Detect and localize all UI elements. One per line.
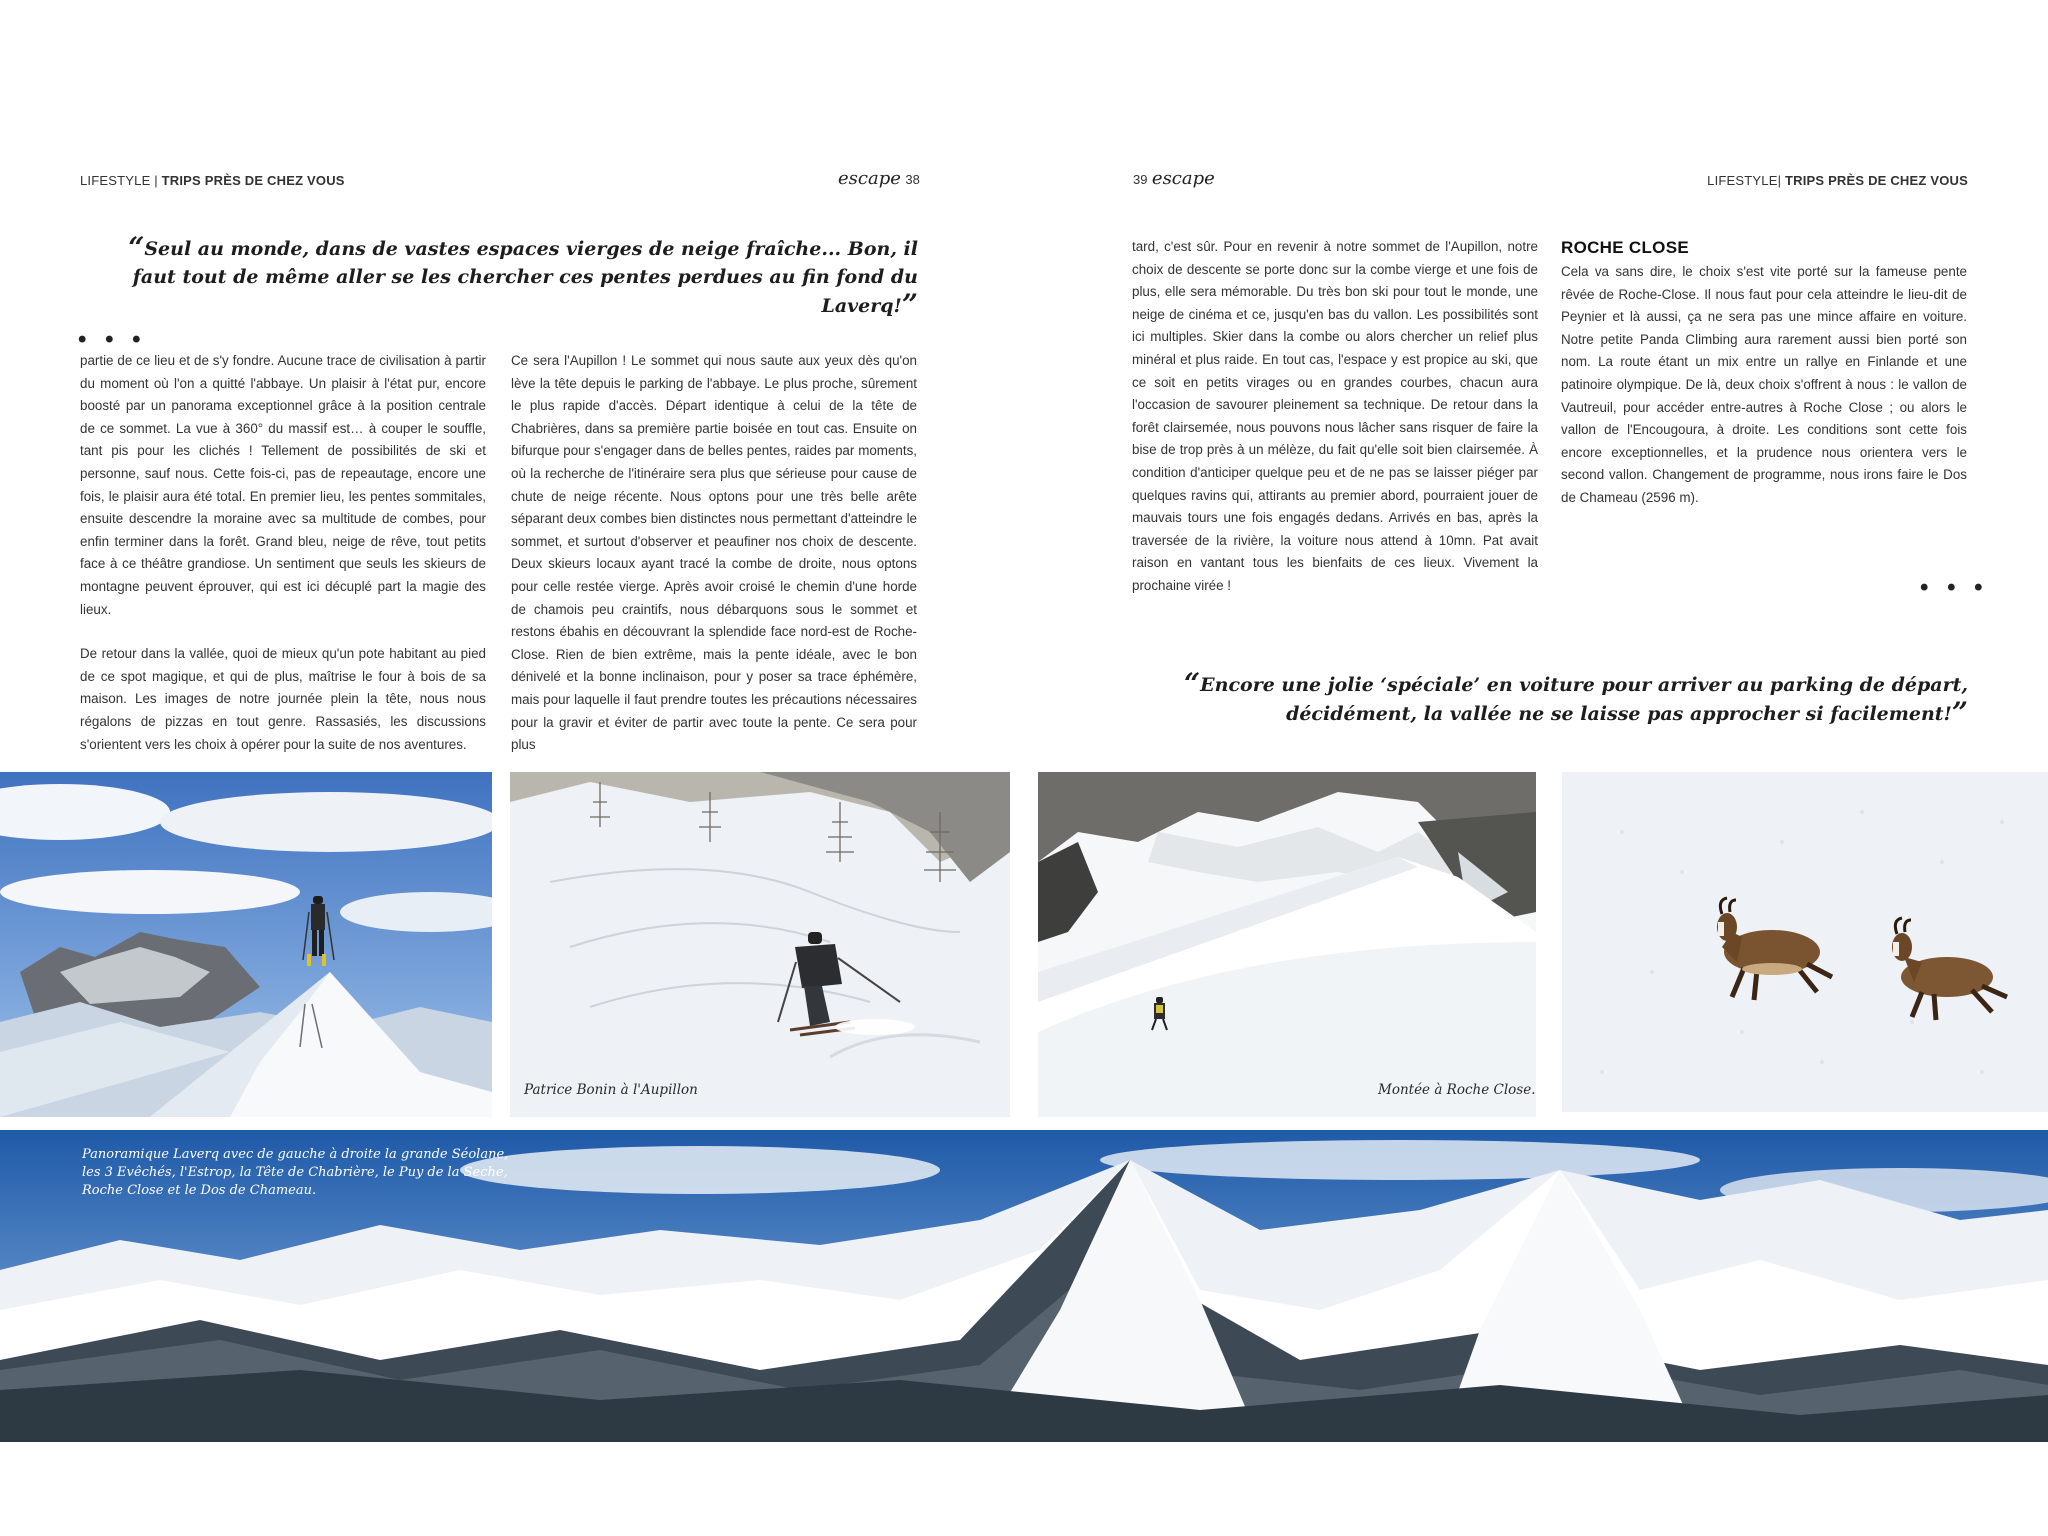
left-running-head: LIFESTYLE | TRIPS PRÈS DE CHEZ VOUS [80, 173, 345, 188]
summit-skier-image [0, 772, 492, 1117]
col3-paragraph: tard, c'est sûr. Pour en revenir à notre sommet de l'Aupillon, notre choix de descente se porte donc sur la combe vierge et une fois de plus, elle sera mémorable. Du très bon ski pour tout le monde, une neige de cinéma et ce, jusqu'en bas du vallon. Les possibilités sont ici multiples. Skier dans la combe ou alors chercher un relief plus minéral et plus raide. En tout cas, l'espace y est propice au ski, que ce soit en petits virages ou en grandes courbes, chacun aura l'occasion de savourer pleinement sa technique. De retour dans la forêt clairsemée, nous pouvons nous lâcher sans risquer de faire la bise de trop près à un mélèze, du fait qu'elle soit bien clairsemée. À condition d'anticiper quelque peu et de ne pas se laisser piéger par quelques ravins qui, attirants au premier abord, pourraient jouer de mauvais tours une fois engagés dedans. Arrivés en bas, après la traversée de la rivière, la voiture nous attend à 10mn. Pat avait raison en vantant tous les bienfaits de ces lieux. Vivement la prochaine virée ! [1132, 239, 1538, 593]
panorama-caption: Panoramique Laverq avec de gauche à droite la grande Séolane, les 3 Evêchés, l'Estrop, la Tête de Chabrière, le Puy de la Seche, Roche Close et le Dos de Chameau. [82, 1147, 509, 1198]
right-dots: • • • [1920, 574, 1989, 601]
left-column-2 [511, 350, 917, 764]
right-running-head [1707, 173, 1968, 188]
right-pull-quote: “Encore une jolie ‘spéciale’ en voiture pour arriver au parking de départ, décidément, la vallée ne se laisse pas approcher si facilement!” [1184, 667, 1968, 729]
panorama-photo [0, 1130, 2048, 1442]
magazine-logo-right: escape [1151, 168, 1215, 189]
right-section-title: TRIPS PRÈS DE CHEZ VOUS [1784, 173, 1968, 188]
photo-ascent [1038, 772, 1536, 1117]
left-dots: • • • [78, 326, 147, 353]
photo-skier-descent [510, 772, 1010, 1117]
right-folio [1133, 168, 1215, 189]
left-folio [838, 168, 920, 189]
left-column-1 [80, 350, 486, 778]
left-section-label: LIFESTYLE [80, 173, 151, 188]
left-page-number: 38 [905, 172, 920, 187]
col4-paragraph: Cela va sans dire, le choix s'est vite porté sur la fameuse pente rêvée de Roche-Close. Il nous faut pour cela atteindre le lieu-dit de Peynier et là aussi, ça ne sera pas une mince affaire en voiture. Notre petite Panda Climbing aura rarement aussi bien porté son nom. La route étant un mix entre un rallye en Finlande et une patinoire olympique. De là, deux choix s'offrent à nous : le vallon de Vautreuil, pour accéder entre-autres à Roche Close ; ou alors le vallon de l'Encougoura, à droite. Les conditions sont cette fois encore exceptionnelles, et la prudence nous orientera vers le second vallon. Changement de programme, nous irons faire le Dos de Chameau (2596 m). [1561, 264, 1967, 505]
caption-aupillon: Patrice Bonin à l'Aupillon [524, 1082, 698, 1098]
left-section-title: TRIPS PRÈS DE CHEZ VOUS [161, 173, 345, 188]
right-column-3 [1132, 236, 1538, 620]
col2-paragraph: Ce sera l'Aupillon ! Le sommet qui nous saute aux yeux dès qu'on lève la tête depuis le parking de l'abbaye. Le plus proche, sûrement le plus rapide d'accès. Départ identique à celui de la tête de Chabrières, dans sa première partie boisée en tout cas. Ensuite on bifurque pour s'engager dans de belles pentes, raides par moments, où la recherche de l'itinéraire sera plus que sérieuse pour cause de chute de neige récente. Nous optons pour une très belle arête séparant deux combes bien distinctes nous permettant d'atteindre le sommet, et surtout d'observer et peaufiner nos choix de descente. Deux skieurs locaux ayant tracé la combe de droite, nous optons pour celle restée vierge. Après avoir croisé le chemin d'une horde de chamois peu craintifs, nous débarquons sous le sommet et restons ébahis en découvrant la splendide face nord-est de Roche-Close. Rien de bien extrême, mais la pente idéale, avec le bon dénivelé et la bonne inclinaison, pour y poser sa trace éphémère, mais pour laquelle il faut prendre toutes les précautions nécessaires pour la gravir et éviter de partir avec toute la pente. Ce sera pour plus [511, 353, 917, 753]
right-page-number: 39 [1133, 172, 1148, 187]
photo-chamois [1562, 772, 2048, 1112]
right-column-4 [1561, 261, 1967, 532]
right-section-label: LIFESTYLE| [1707, 173, 1782, 188]
photo-summit-skier [0, 772, 492, 1117]
roche-close-heading: ROCHE CLOSE [1561, 238, 1689, 257]
col1-paragraph-1: partie de ce lieu et de s'y fondre. Aucune trace de civilisation à partir du moment où l'on a quitté l'abbaye. Un plaisir à l'état pur, encore boosté par un panorama exceptionnel grâce à la position centrale de ce sommet. La vue à 360° du massif est… à couper le souffle, tant pis pour les clichés ! Tellement de possibilités de ski et personne, sauf nous. Cette fois-ci, pas de repeautage, encore une fois, le plaisir aura été total. En premier lieu, les pentes sommitales, ensuite descendre la moraine avec sa multitude de combes, pour enfin terminer dans la forêt. Grand bleu, neige de rêve, tout petits face à ce théâtre grandiose. Un sentiment que seuls les skieurs de montagne peuvent éprouver, qui est ici décuplé part la magie des lieux. [80, 353, 486, 617]
left-pull-quote: “Seul au monde, dans de vastes espaces vierges de neige fraîche... Bon, il faut tout de même aller se les chercher ces pentes perdues au fin fond du Laverq!” [128, 231, 918, 321]
skier-descent-image [510, 772, 1010, 1117]
ascent-image [1038, 772, 1536, 1117]
col1-paragraph-2: De retour dans la vallée, quoi de mieux qu'un pote habitant au pied de ce spot magique, et qui de plus, maîtrise le four à bois de sa maison. Les images de notre journée plein la tête, nous nous régalons de pizzas en tout genre. Rassasiés, les discussions s'orientent vers les choix à opérer pour la suite de nos aventures. [80, 646, 486, 752]
caption-montee: Montée à Roche Close. [1378, 1082, 1536, 1098]
chamois-image [1562, 772, 2048, 1112]
magazine-logo: escape [838, 168, 901, 189]
